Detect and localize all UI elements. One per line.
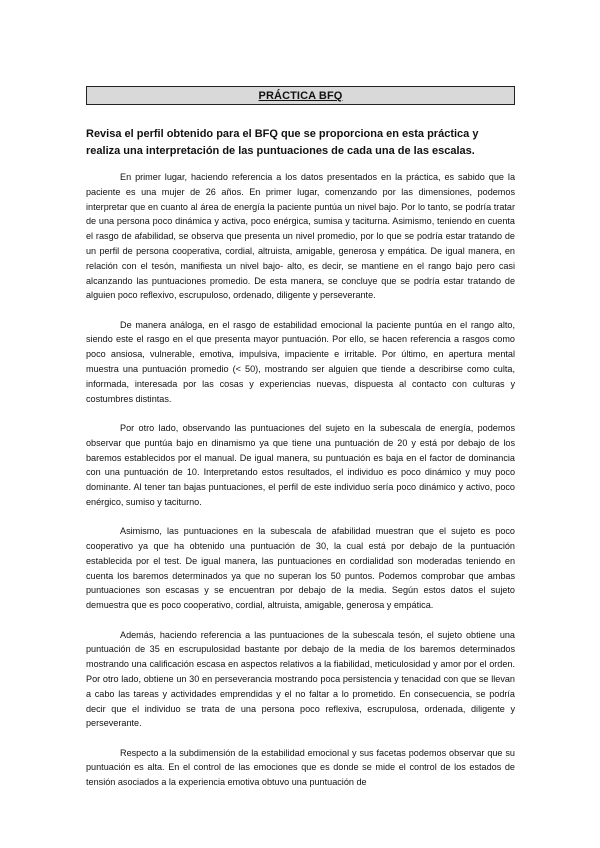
paragraph-3: Por otro lado, observando las puntuaciones del sujeto en la subescala de energía, podemos observar que puntúa bajo en dinamismo ya que tiene una puntuación de 20 y está por debajo de los baremos establecidos por el manual. De igual manera, su puntuación es baja en el factor de dominancia con una puntuación de 10. Interpretando estos resultados, el individuo es poco dinámico y muy poco dominante. Al tener tan bajas puntuaciones, el perfil de este individuo sería poco dinámico y activo, poco enérgico, sumiso y taciturno. xyxy=(86,422,515,507)
document-page xyxy=(86,86,515,804)
paragraph-1: En primer lugar, haciendo referencia a los datos presentados en la práctica, es sabido que la paciente es una mujer de 26 años. En primer lugar, comenzando por las dimensiones, podemos interpretar que en cuanto al área de energía la paciente puntúa un nivel bajo. Por lo tanto, se podría tratar de una persona poco dinámica y activa, poco enérgica, sumisa y taciturna. Asimismo, teniendo en cuenta el rasgo de afabilidad, se observa que presenta un nivel promedio, por lo que se podría estar tratando de un perfil de persona cooperativa, cordial, altruista, amigable, generosa y empática. De igual manera, en relación con el tesón, manifiesta un nivel bajo- alto, es decir, se mantiene en el rango bajo pero casi alcanzando las puntuaciones promedio. De esta manera, se concluye que se podría estar tratando de alguien poco reflexivo, escrupuloso, ordenado, diligente y perseverante. xyxy=(86,172,515,301)
paragraph-4: Asimismo, las puntuaciones en la subescala de afabilidad muestran que el sujeto es poco cooperativo ya que ha obtenido una puntuación de 30, la cual está por debajo de la puntuación establecida por el test. De igual manera, las puntuaciones en cordialidad son moderadas teniendo en cuenta los baremos determinados ya que no superan los 50 puntos. Podemos comprobar que ambas puntuaciones son escasas y se encuentran por debajo de la media. Según estos datos el sujeto demuestra que es poco cooperativo, cordial, altruista, amigable, generosa y empática. xyxy=(86,526,515,611)
question-heading: Revisa el perfil obtenido para el BFQ que se proporciona en esta práctica y realiza una interpretación de las puntuaciones de cada una de las escalas. xyxy=(86,128,479,157)
page-title: PRÁCTICA BFQ xyxy=(86,86,515,105)
body-text xyxy=(86,170,515,790)
paragraph-6: Respecto a la subdimensión de la estabilidad emocional y sus facetas podemos observar que su puntuación es alta. En el control de las emociones que es donde se mide el control de los estados de tensión asociados a la experiencia emotiva obtuvo una puntuación de xyxy=(86,747,515,788)
paragraph-5: Además, haciendo referencia a las puntuaciones de la subescala tesón, el sujeto obtiene una puntuación de 35 en escrupulosidad bastante por debajo de la media de los baremos determinados mostrando una calificación escasa en aspectos relativos a la fiabilidad, meticulosidad y amor por el orden. Por otro lado, obtiene un 30 en perseverancia mostrando poca persistencia y tenacidad con que se llevan a cabo las tareas y actividades emprendidas y el no faltar a lo prometido. En consecuencia, se podría decir que el individuo se trata de una persona poco reflexiva, escrupulosa, ordenada, diligente y perseverante. xyxy=(86,629,515,729)
paragraph-2: De manera análoga, en el rasgo de estabilidad emocional la paciente puntúa en el rango alto, siendo este el rasgo en el que presenta mayor puntuación. Por ello, se hacen referencia a rasgos como poco ansiosa, vulnerable, emotiva, impulsiva, impaciente e irritable. Por último, en apertura mental muestra una puntuación promedio (< 50), mostrando ser alguien que tiende a describirse como culta, informada, interesada por las cosas y experiencias nuevas, dispuesta al contacto con culturas y costumbres distintas. xyxy=(86,319,515,404)
